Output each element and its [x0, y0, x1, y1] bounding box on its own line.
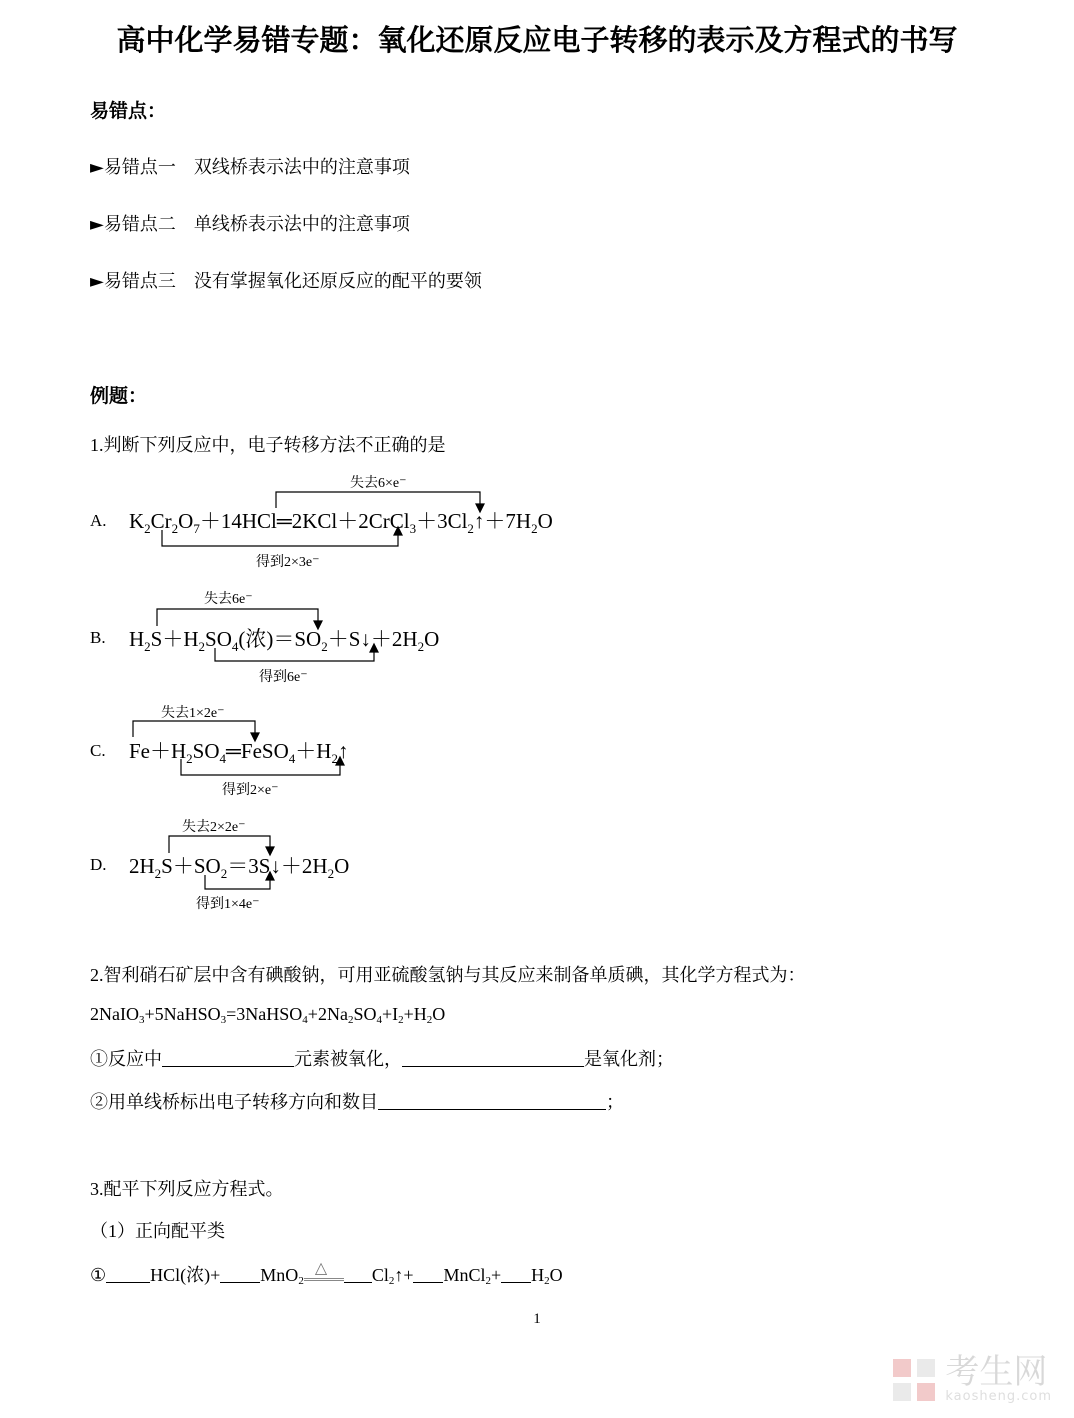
kaosheng-logo-icon [891, 1357, 937, 1403]
coef-blank-cl2[interactable] [344, 1264, 372, 1283]
option-b-gain-label: 得到6e⁻ [259, 670, 308, 685]
q2-stem: 2.智利硝石矿层中含有碘酸钠，可用亚硫酸氢钠与其反应来制备单质碘，其化学方程式为： [90, 965, 806, 985]
watermark [891, 1352, 1052, 1404]
watermark-name: 考生网 [945, 1352, 1048, 1392]
errors-heading: 易错点： [90, 100, 167, 122]
q2-line2-pre: ②用单线桥标出电子转移方向和数目 [90, 1092, 378, 1112]
option-a-gain-label: 得到2×3e⁻ [256, 555, 320, 570]
coef-blank-mncl2[interactable] [413, 1264, 443, 1283]
option-a-lose-label: 失去6×e⁻ [350, 476, 407, 491]
coef-blank-mno2[interactable] [220, 1264, 260, 1283]
heat-condition [304, 1260, 344, 1281]
item-number: ① [90, 1265, 107, 1285]
coef-blank-hcl[interactable] [106, 1264, 150, 1283]
option-a-letter: A. [90, 511, 107, 530]
error-point-text: 单线桥表示法中的注意事项 [193, 214, 410, 235]
coef-blank-h2o[interactable] [501, 1264, 531, 1283]
page-number: 1 [533, 1311, 541, 1327]
q2-equation: $2NaIO_3+5NaHSO_3=3NaHSO_4+2Na_2SO_4+I_2+H_2O$ [90, 1004, 446, 1026]
blank-oxidizing-agent[interactable] [402, 1048, 584, 1067]
examples-heading: 例题： [90, 385, 148, 407]
option-b-lose-label: 失去6e⁻ [204, 592, 253, 607]
q2-line1-pre: ①反应中 [90, 1049, 162, 1069]
q2-line1-mid: 元素被氧化， [294, 1049, 402, 1069]
q3-subheading: （1）正向配平类 [90, 1221, 225, 1241]
option-a-equation: $K_2Cr_2O_7+14HCl═2KCl+2CrCl_3+3Cl_2↑+7H_2O$ [129, 509, 553, 536]
option-c-letter: C. [90, 741, 106, 760]
option-d-lose-label: 失去2×2e⁻ [182, 820, 246, 835]
error-point-text: 双线桥表示法中的注意事项 [193, 157, 410, 178]
q2-line2 [90, 1088, 624, 1114]
q3-equation-1: ① HCl(浓)+ MnO$_2$ △ $Cl_2↑+$ MnCl$_2$+ $H_2O$ [90, 1260, 563, 1287]
option-b-equation: $H_2S+H_2SO_4$(浓)$=SO_2+S↓+2H_2O$ [129, 627, 440, 654]
blank-oxidized-element[interactable] [162, 1048, 294, 1067]
option-b-letter: B. [90, 628, 106, 647]
q1-stem: 1.判断下列反应中，电子转移方法不正确的是 [90, 435, 446, 455]
error-point-label: ►易错点三 [90, 271, 176, 292]
error-point-label: ►易错点一 [90, 157, 176, 178]
option-c-lose-label: 失去1×2e⁻ [161, 706, 225, 721]
option-c-gain-label: 得到2×e⁻ [222, 783, 279, 798]
q2-line2-post: ； [606, 1092, 624, 1112]
option-d-gain-label: 得到1×4e⁻ [196, 897, 260, 912]
watermark-url: kaosheng.com [945, 1389, 1052, 1404]
option-c-equation: $Fe+H_2SO_4═FeSO_4+H_2↑$ [129, 739, 349, 766]
option-d-equation: $2H_2S+SO_2=3S↓+2H_2O$ [129, 854, 350, 881]
q3-stem: 3.配平下列反应方程式。 [90, 1179, 284, 1199]
q2-line1 [90, 1045, 674, 1071]
page-title: 高中化学易错专题：氧化还原反应电子转移的表示及方程式的书写 [116, 23, 958, 57]
blank-single-bridge[interactable] [378, 1091, 606, 1110]
error-point-text: 没有掌握氧化还原反应的配平的要领 [193, 271, 482, 292]
error-point-label: ►易错点二 [90, 214, 176, 235]
q2-line1-post: 是氧化剂； [584, 1049, 674, 1069]
option-d-letter: D. [90, 855, 107, 874]
heat-symbol: △ [314, 1260, 328, 1277]
